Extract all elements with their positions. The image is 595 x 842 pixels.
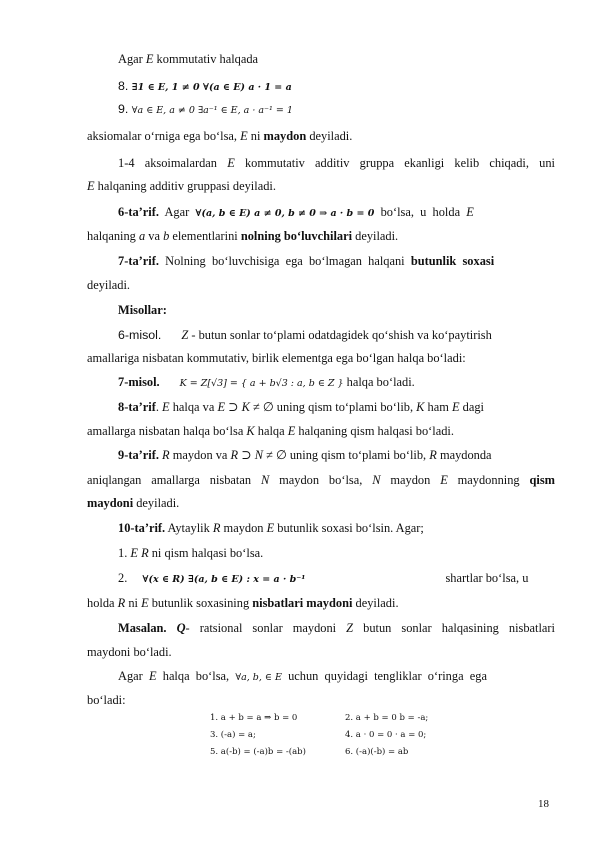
line-8: halqaning a va b elementlarini nolning bo‘luvchilari deyiladi. — [87, 229, 399, 243]
identity-2: 2. a + b = 0 b = -a; — [345, 713, 429, 723]
example-q: Masalan. Q- ratsional sonlar maydoni Z butun sonlar halqasining nisbatlari — [118, 621, 555, 635]
identity-6: 6. (-a)(-b) = ab — [345, 747, 409, 757]
line-23: holda R ni E butunlik soxasining nisbatlari maydoni deyiladi. — [87, 596, 399, 610]
condition-2: 2. ∀(x ∈ R) ∃(a, b ∈ E) : x = a · b⁻¹ shartlar bo‘lsa, u — [118, 571, 529, 585]
line-25: maydoni bo‘ladi. — [87, 645, 172, 659]
condition-1: 1. E R ni qism halqasi bo‘lsa. — [118, 546, 264, 560]
example-6: 6-misol. Z - butun sonlar to‘plami odatdagidek qo‘shish va ko‘paytirish — [118, 328, 492, 342]
definition-8: 8-ta’rif. E halqa va E ⊃ K ≠ ∅ uning qism to‘plami bo‘lib, K ham E dagi — [118, 400, 484, 414]
examples-heading: Misollar: — [118, 303, 167, 317]
definition-10: 10-ta’rif. Aytaylik R maydon E butunlik soxasi bo‘lsin. Agar; — [118, 521, 424, 535]
line-27: bo‘ladi: — [87, 693, 126, 707]
line-26: Agar E halqa bo‘lsa, ∀a, b, ∈ E uchun quyidagi tengliklar o‘ringa ega — [118, 669, 487, 683]
identity-1: 1. a + b = a ⇒ b = 0 — [210, 713, 298, 723]
line-18: aniqlangan amallarga nisbatan N maydon bo‘lsa, N maydon E maydonning qism — [87, 473, 555, 487]
line-4: aksiomalar o‘rniga ega bo‘lsa, E ni maydon deyiladi. — [87, 129, 353, 143]
line-5: 1-4 aksoimalardan E kommutativ additiv gruppa ekanligi kelib chiqadi, uni — [118, 156, 555, 170]
page-number: 18 — [538, 798, 549, 810]
example-7: 7-misol. K = Z[√3] = { a + b√3 : a, b ∈ Z } halqa bo‘ladi. — [118, 375, 415, 389]
line-19: maydoni deyiladi. — [87, 496, 180, 510]
line-13: amallariga nisbatan kommutativ, birlik elementga ega bo‘lgan halqa bo‘ladi: — [87, 351, 466, 365]
line-10: deyiladi. — [87, 278, 131, 292]
axiom-8: 8. ∃1 ∈ E, 1 ≠ 0 ∀(a ∈ E) a · 1 = a — [118, 79, 292, 93]
definition-9: 9-ta’rif. R maydon va R ⊃ N ≠ ∅ uning qism to‘plami bo‘lib, R maydonda — [118, 448, 492, 462]
definition-7: 7-ta’rif. Nolning bo‘luvchisiga ega bo‘lmagan halqani butunlik soxasi — [118, 254, 495, 268]
line-6: E halqaning additiv gruppasi deyiladi. — [87, 179, 276, 193]
line-16: amallarga nisbatan halqa bo‘lsa K halqa E halqaning qism halqasi bo‘ladi. — [87, 424, 454, 438]
definition-6: 6-ta’rif. Agar ∀(a, b ∈ E) a ≠ 0, b ≠ 0 ⇒ a · b = 0 bo‘lsa, u holda E — [118, 205, 474, 219]
identity-3: 3. (-a) = a; — [210, 730, 256, 740]
axiom-9: 9. ∀a ∈ E, a ≠ 0 ∃a⁻¹ ∈ E, a · a⁻¹ = 1 — [118, 102, 293, 116]
identity-5: 5. a(-b) = (-a)b = -(ab) — [210, 747, 306, 757]
identity-4: 4. a · 0 = 0 · a = 0; — [345, 730, 427, 740]
line-1: Agar E kommutativ halqada — [118, 52, 259, 66]
